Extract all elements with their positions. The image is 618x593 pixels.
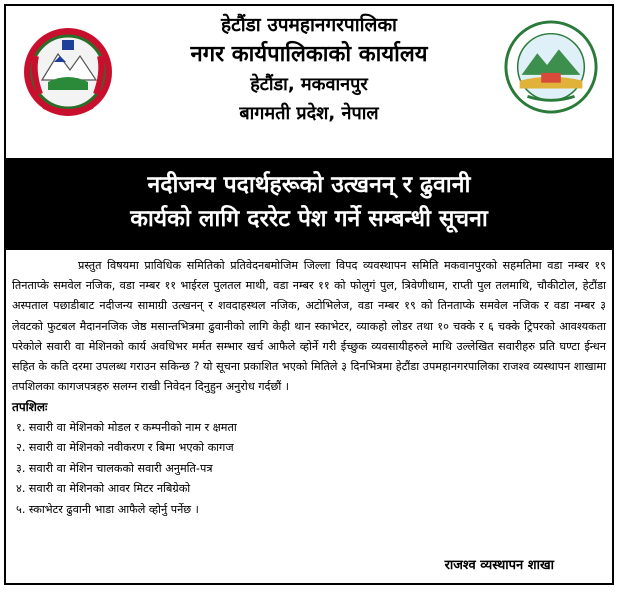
province-name: बागमती प्रदेश, नेपाल [239, 103, 379, 124]
list-item: ३. सवारी वा मेशिन चालकको सवारी अनुमति-पत्र [16, 461, 213, 475]
notice-paragraph: प्रस्तुत विषयमा प्राविधिक समितिको प्रतिवेदनबमोजिम जिल्ला विपद व्यवस्थापन समिति मकवानपुरको सहमतिमा वडा नम्बर १९ तिनताप्के समवेल नजिक, वडा नम्बर ११ भाईरल पुलतल माथी, वडा नम्बर ११ को फोलुगं पुल, त्रिवेणीधाम, राप्ती पुल तलमाथि, चौकीटोल, हेटौंडा अस्पताल पछाडीबाट नदीजन्य सामाग्री उत्खनन् र शवदाहस्थल नजिक, अटोभिलेज, वडा नम्बर १९ को तिनताप्के समवेल नजिक र वडा नम्बर ३ लेवटको फुटबल मैदाननजिक जेष्ठ मसान्तभित्रमा ढुवानीको लागि केही थान स्काभेटर, व्याकहो लोडर तथा १० चक्के र ६ चक्के ट्रिपरको आवश्यकता परेकोले सवारी वा मेशिनको कार्य अवधिभर मर्मत सम्भार खर्च आफैले व्होर्ने गरी ईच्छुक व्यवसायीहरुले माथि उल्लेखित सवारीहरु प्रति घण्टा ईन्धन सहित के कति दरमा उपलब्ध गराउन सकिन्छ ? यो सूचना प्रकाशित भएको मितिले ३ दिनभित्रमा हेटौंडा उपमहानगरपालिका राजश्व व्यस्थापन शाखामा तपशिलका कागजपत्रहरु सलग्न राखी निवेदन दिनुहुन अनुरोध गर्दछौं । [12, 259, 606, 394]
list-item: १. सवारी वा मेशिनको मोडल र कम्पनीको नाम र क्षमता [16, 420, 237, 434]
notice-title-banner [6, 158, 612, 250]
nepal-emblem-icon [18, 20, 118, 120]
notice-page [4, 4, 614, 585]
notice-title-line-1: नदीजन्य पदार्थहरूको उत्खनन् र ढुवानी [147, 172, 471, 198]
municipality-name: हेटौंडा उपमहानगरपालिका [221, 14, 397, 36]
list-item: ४. सवारी वा मेशिनको आवर मिटर नबिग्रेको [16, 482, 191, 496]
letterhead-text [126, 12, 492, 128]
notice-body [12, 256, 606, 521]
letterhead [6, 6, 612, 158]
requirements-list [12, 418, 606, 521]
list-item: २. सवारी वा मेशिनको नवीकरण र बिमा भएको कागज [16, 441, 234, 455]
details-heading: तपशिलः [12, 400, 48, 415]
office-name: नगर कार्यपालिकाको कार्यालय [190, 42, 428, 67]
municipality-logo-icon [502, 18, 600, 116]
signature-section: राजश्व व्यस्थापन शाखा [444, 558, 554, 573]
notice-title-line-2: कार्यको लागि दररेट पेश गर्ने सम्बन्धी सूचना [130, 206, 488, 232]
office-location: हेटौंडा, मकवानपुर [250, 74, 368, 95]
list-item: ५. स्काभेटर ढुवानी भाडा आफैले व्होर्नु पर्नेछ । [16, 503, 199, 516]
